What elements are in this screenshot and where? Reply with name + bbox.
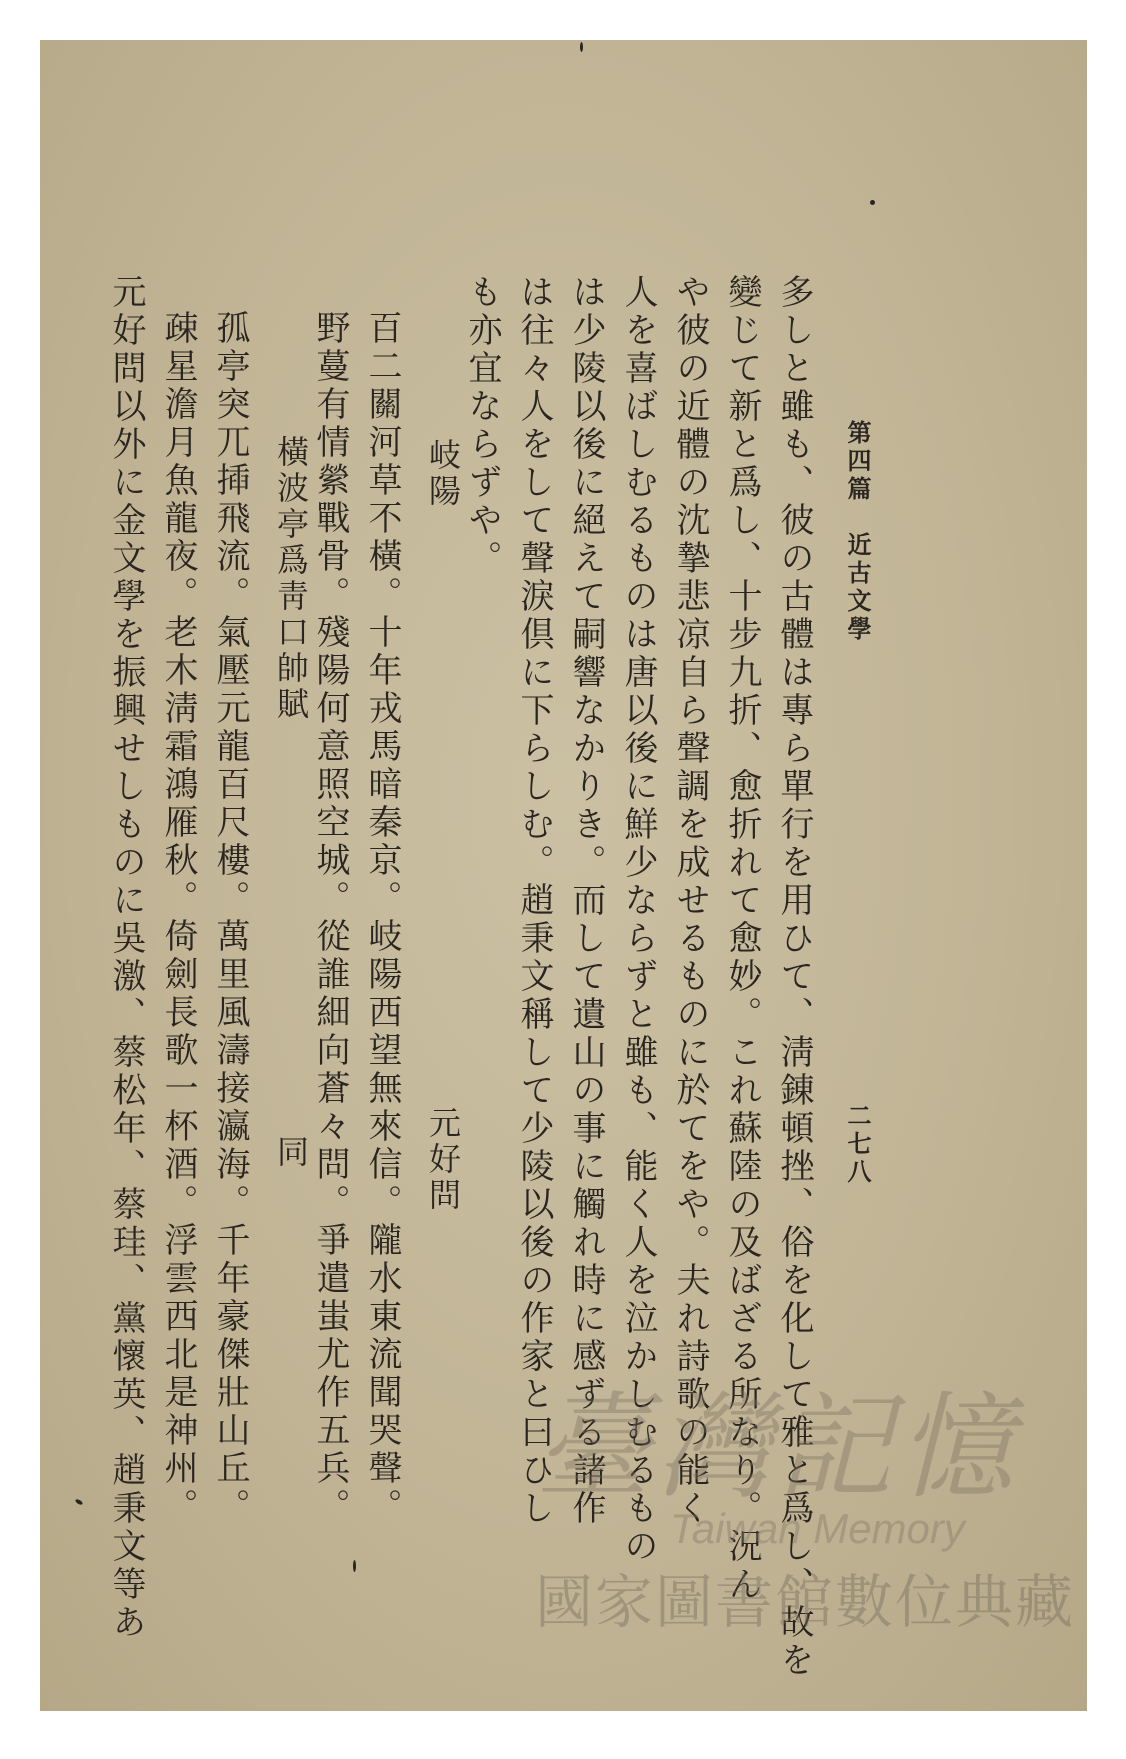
watermark-english: Taiwan Memory: [670, 1505, 965, 1552]
paper-speck: [353, 1560, 356, 1572]
prose-column-2: 變じて新と爲し、十步九折、愈折れて愈妙。これ蘇陸の及ばざる所なり。況ん: [722, 274, 762, 1604]
prose-column-3: や彼の近體の沈摯悲凉自ら聲調を成せるものに於てをや。夫れ詩歌の能く: [670, 274, 710, 1528]
poem2-author: 同: [272, 1135, 310, 1171]
poem2-line-2: 疎星澹月魚龍夜。老木淸霜鴻雁秋。倚劍長歌一杯酒。浮雲西北是神州。: [158, 310, 198, 1526]
poem-line-1: 百二關河草不橫。十年戎馬暗秦京。岐陽西望無來信。隴水東流聞哭聲。: [362, 310, 402, 1526]
prose-column-4: 人を喜ばしむるものは唐以後に鮮少ならずと雖も、能く人を泣かしむるもの: [618, 274, 658, 1566]
paper-speck: [870, 200, 875, 205]
prose-column-7: も亦宜ならずや。: [462, 274, 502, 578]
poem-line-2: 野蔓有情縈戰骨。殘陽何意照空城。從誰細向蒼々問。爭遣蚩尤作五兵。: [310, 310, 350, 1526]
paper-speck: [75, 1498, 84, 1505]
poem2-line-1: 孤亭突兀揷飛流。氣壓元龍百尺樓。萬里風濤接瀛海。千年豪傑壯山丘。: [210, 310, 250, 1526]
running-header: 第四篇 近古文學: [843, 420, 872, 644]
paper-speck: [580, 42, 583, 52]
poem-author: 元好問: [424, 1106, 462, 1214]
poem-title: 岐陽: [424, 438, 462, 510]
watermark-script: 臺灣記憶: [535, 1381, 1019, 1515]
prose-column-6: は往々人をして聲淚倶に下らしむ。趙秉文稱して少陵以後の作家と曰ひし: [514, 274, 554, 1528]
prose-column-5: は少陵以後に絕えて嗣響なかりき。而して遺山の事に觸れ時に感ずる諸作: [566, 274, 606, 1528]
watermark-chinese: 國家圖書館數位典藏: [535, 1568, 1076, 1636]
poem2-title: 橫波亭爲靑口帥賦: [272, 435, 310, 723]
book-page: [40, 40, 1087, 1711]
closing-column: 元好問以外に金文學を振興せしものに吳激、蔡松年、蔡珪、黨懷英、趙秉文等あ: [106, 274, 146, 1642]
prose-column-1: 多しと雖も、彼の古體は專ら單行を用ひて、淸錬頓挫、俗を化して雅と爲し、故を: [774, 274, 814, 1680]
page-number: 二七八: [843, 1103, 872, 1187]
